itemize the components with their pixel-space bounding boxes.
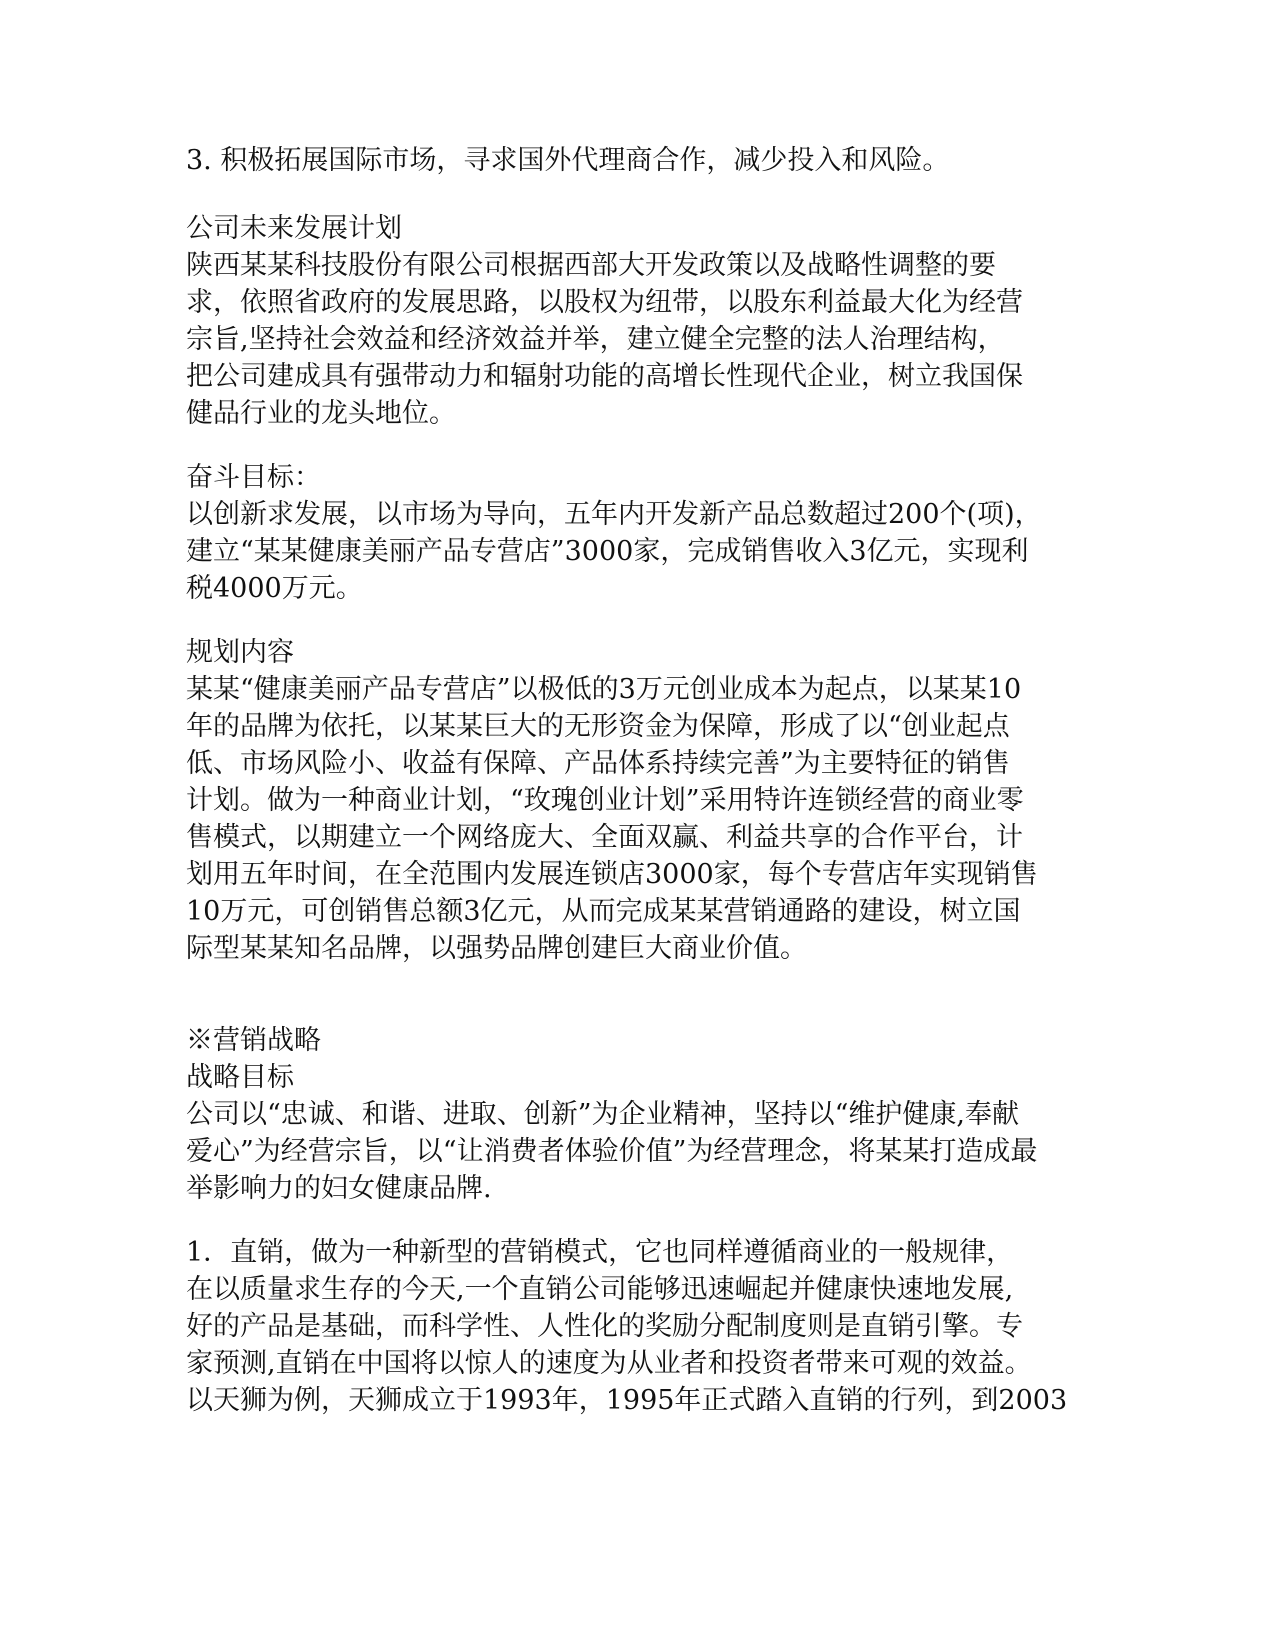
text-line: 税4000万元。 [186, 573, 363, 604]
section-heading: 规划内容 [186, 637, 294, 668]
text-line: 年的品牌为依托，以某某巨大的无形资金为保障，形成了以“创业起点 [186, 711, 1010, 742]
text-line: 求，依照省政府的发展思路，以股权为纽带，以股东利益最大化为经营 [186, 287, 1023, 318]
text-line: 以天狮为例，天狮成立于1993年，1995年正式踏入直销的行列，到2003 [186, 1385, 1068, 1416]
text-line: 陕西某某科技股份有限公司根据西部大开发政策以及战略性调整的要 [186, 250, 996, 281]
text-line: 售模式，以期建立一个网络庞大、全面双赢、利益共享的合作平台，计 [186, 822, 1023, 853]
text-line: 以创新求发展，以市场为导向，五年内开发新产品总数超过200个(项)， [186, 499, 1042, 530]
text-line: 计划。做为一种商业计划，“玫瑰创业计划”采用特许连锁经营的商业零 [186, 785, 1024, 816]
text-line: 家预测,直销在中国将以惊人的速度为从业者和投资者带来可观的效益。 [186, 1348, 1032, 1379]
text-line: 1．直销，做为一种新型的营销模式，它也同样遵循商业的一般规律， [186, 1237, 1014, 1268]
text-line: 公司以“忠诚、和谐、进取、创新”为企业精神，坚持以“维护健康,奉献 [186, 1099, 1019, 1130]
text-line: 健品行业的龙头地位。 [186, 398, 456, 429]
section-heading: 奋斗目标： [186, 462, 321, 493]
text-line: 某某“健康美丽产品专营店”以极低的3万元创业成本为起点，以某某10 [186, 674, 1022, 705]
section-heading: 公司未来发展计划 [186, 213, 402, 244]
text-line: 划用五年时间，在全范围内发展连锁店3000家，每个专营店年实现销售 [186, 859, 1038, 890]
section-heading: ※营销战略 [186, 1025, 321, 1056]
text-line: 10万元，可创销售总额3亿元，从而完成某某营销通路的建设，树立国 [186, 896, 1021, 927]
text-line: 在以质量求生存的今天,一个直销公司能够迅速崛起并健康快速地发展, [186, 1274, 1014, 1305]
text-line: 3. 积极拓展国际市场，寻求国外代理商合作，减少投入和风险。 [186, 145, 950, 176]
section-subheading: 战略目标 [186, 1062, 294, 1093]
text-line: 把公司建成具有强带动力和辐射功能的高增长性现代企业，树立我国保 [186, 361, 1023, 392]
text-line: 宗旨,坚持社会效益和经济效益并举，建立健全完整的法人治理结构， [186, 324, 1005, 355]
text-line: 际型某某知名品牌，以强势品牌创建巨大商业价值。 [186, 933, 807, 964]
text-line: 低、市场风险小、收益有保障、产品体系持续完善”为主要特征的销售 [186, 748, 1010, 779]
text-line: 举影响力的妇女健康品牌. [186, 1173, 492, 1204]
text-line: 建立“某某健康美丽产品专营店”3000家，完成销售收入3亿元，实现利 [186, 536, 1029, 567]
text-line: 好的产品是基础，而科学性、人性化的奖励分配制度则是直销引擎。专 [186, 1311, 1023, 1342]
text-line: 爱心”为经营宗旨，以“让消费者体验价值”为经营理念，将某某打造成最 [186, 1136, 1038, 1167]
